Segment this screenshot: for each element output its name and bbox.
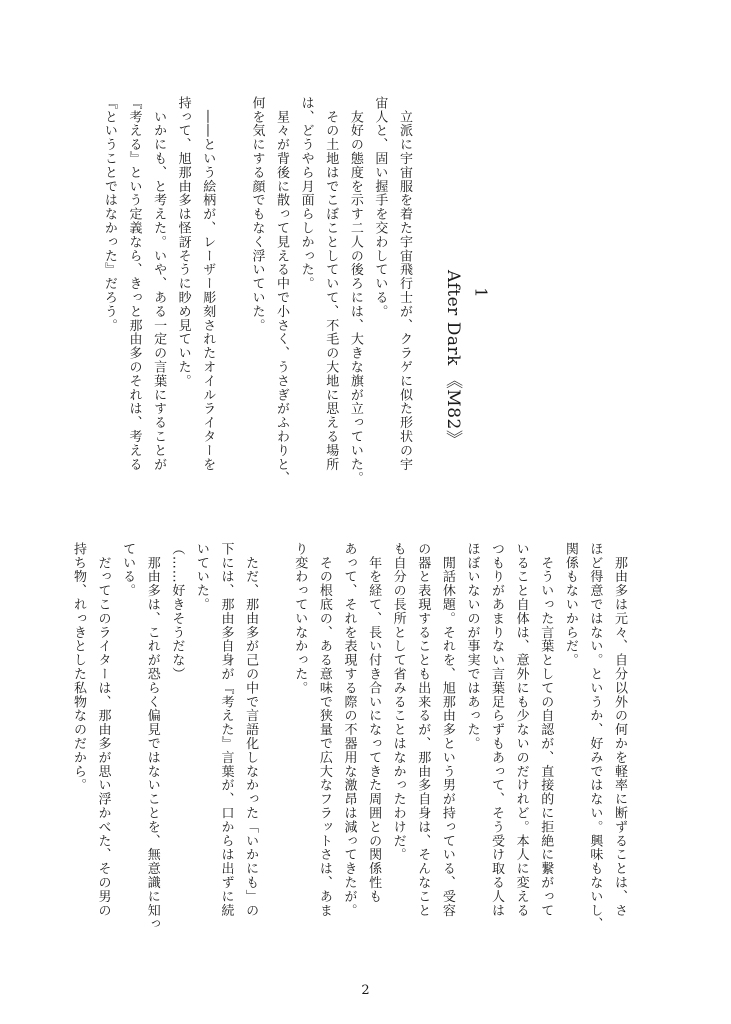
text-line: 那由多は、これが恐らく偏見ではないことを、無意識に知っ: [144, 542, 160, 932]
text-line: ほぼいないのが事実ではあった。: [464, 542, 480, 751]
text-line: いること自体は、意外にも少ないのだけれど。本人に変える: [513, 542, 529, 918]
text-line: 閒話休題。それを、旭那由多という男が持っている、受容: [439, 542, 455, 918]
page-number: 2: [361, 983, 370, 998]
blank-line: [262, 542, 287, 952]
text-line: ほど得意ではない。というか、好みではない。興味もないし、: [587, 542, 603, 932]
page-title: After Dark 《M82》: [443, 270, 463, 448]
text-line: 持ち物、れっきとした私物なのだから。: [70, 542, 86, 793]
text-line: ――という絵柄が、レーザー彫刻されたオイルライターを: [200, 96, 216, 472]
text-line: 立派に宇宙服を着た宇宙飛行士が、クラゲに似た形状の宇: [397, 96, 412, 472]
text-line: いていた。: [193, 542, 209, 612]
text-line: （……好きそうだな）: [169, 542, 185, 681]
text-line: 『ということではなかった』だろう。: [101, 96, 117, 333]
text-line: そういった言葉としての自認が、直接的に拒絶に繋がって: [538, 542, 554, 918]
text-line: 友好の態度を示す二人の後ろには、大きな旗が立っていた。: [347, 96, 363, 486]
text-line: あって、それを表現する際の不器用な激昂は減ってきたが。: [341, 542, 357, 918]
text-line: 関係もないからだ。: [562, 542, 578, 668]
text-line: 何を気にする顔でもなく浮いていた。: [249, 96, 265, 333]
text-line: その根底の、ある意味で狭量で広大なフラットさは、あま: [316, 542, 332, 918]
text-line: その土地はでこぼことしていて、不毛の大地に思える場所: [323, 96, 339, 472]
text-line: 年を経て、長い付き合いになってきた周囲との関係性も: [366, 542, 382, 904]
chapter-number: 1: [471, 287, 491, 298]
text-line: 『考える』という定義なら、きっと那由多のそれは、考える: [126, 96, 142, 472]
text-line: 宙人と、固い握手を交わしている。: [372, 96, 388, 319]
text-block-bottom: [65, 542, 631, 952]
text-line: も自分の長所として省みることはなかったわけだ。: [390, 542, 406, 862]
text-line: 星々が背後に散って見える中で小さく、うさぎがふわりと、: [274, 96, 290, 486]
text-line: り変わっていなかった。: [292, 542, 308, 695]
text-line: だってこのライターは、那由多が思い浮かべた、その男の: [95, 542, 111, 918]
text-line: ている。: [120, 542, 136, 598]
text-line: つもりがあまりない言葉足らずもあって、そう受け取る人は: [489, 542, 505, 918]
text-line: ただ、那由多が己の中で言語化しなかった「いかにも」の: [243, 542, 259, 918]
text-line: いかにも、と考えた。いや、ある一定の言葉にすることが: [151, 96, 167, 472]
text-line: 持って、旭那由多は怪訝そうに眇め見ていた。: [175, 96, 191, 388]
text-block-top: [96, 96, 416, 496]
text-line: 下には、那由多自身が『考えた』言葉が、口からは出ずに続: [218, 542, 234, 918]
text-line: の器と表現することも出来るが、那由多自身は、そんなこと: [415, 542, 431, 918]
text-line: は、どうやら月面らしかった。: [298, 96, 314, 291]
text-line: 那由多は元々、自分以外の何かを軽率に断ずることは、さ: [612, 542, 627, 918]
blank-line: [219, 96, 244, 496]
